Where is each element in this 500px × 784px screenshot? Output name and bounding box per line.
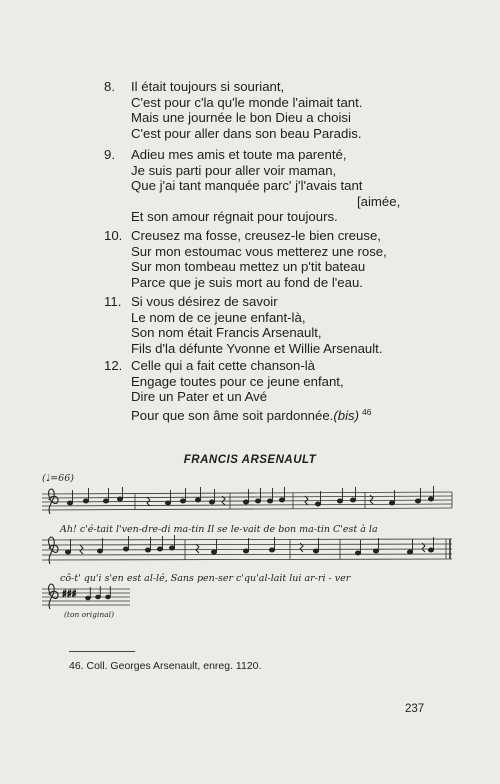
original-key-note: (ton original) [64,610,114,619]
stanza-number: 12. [104,358,123,373]
song-title: FRANCIS ARSENAULT [183,454,317,466]
verse-line: Et son amour régnait pour toujours. [131,209,338,225]
verse-line: Son nom était Francis Arsenault, [131,325,322,341]
verse-line: C'est pour c'la qu'le monde l'aimait tant. [131,94,363,110]
stanza-number: 10. [104,228,123,243]
footnote: 46. Coll. Georges Arsenault, enreg. 1120. [69,660,262,672]
stanza-number: 8. [104,79,115,94]
verse-line: Engage toutes pour ce jeune enfant, [131,373,344,389]
verse-line: Adieu mes amis et toute ma parenté, [131,147,347,162]
lyrics-line-2: cô-t' qu'i s'en est al-lé, Sans pen-ser c'qu'al-lait lui ar-ri - ver [60,573,351,584]
verse-line: Le nom de ce jeune enfant-là, [131,309,306,325]
verse-line: Mais une journée le bon Dieu a choisi [131,110,351,126]
svg-text:♯♯♯: ♯♯♯ [62,589,77,600]
repeat-marker: (bis) [333,407,360,423]
verse-line: Il était toujours si souriant, [131,79,285,94]
verse-line: Parce que je suis mort au fond de l'eau. [131,274,363,290]
tempo-marking: (♩=66) [42,473,74,484]
lyrics-line-1: Ah! c'é-tait l'ven-dre-di ma-tin Il se le-vait de bon ma-tin C'est à la [60,524,378,535]
verse-line: Si vous désirez de savoir [131,294,278,309]
page-number: 237 [405,703,425,715]
verse-line: Sur mon tombeau mettez un p'tit bateau [131,259,366,275]
verse-line-continuation: [aimée, [357,193,401,209]
footnote-divider [69,651,135,652]
footnote-reference: 46 [362,406,372,417]
verse-line: Sur mon estoumac vous metterez une rose, [131,243,387,259]
verse-line: Que j'ai tant manquée parc' j'l'avais tant [131,178,363,194]
stanza-number: 9. [104,147,115,162]
verse-line: C'est pour aller dans son beau Paradis. [131,125,362,141]
verse-line: Dire un Pater et un Avé [131,389,268,405]
verse-line: Je suis parti pour aller voir maman, [131,162,337,178]
stanza-number: 11. [104,294,122,309]
verse-line: Pour que son âme soit pardonnée. [131,407,334,423]
verse-line: Creusez ma fosse, creusez-le bien creuse, [131,228,381,243]
verse-line: Fils d'la défunte Yvonne et Willie Arsenault. [131,340,383,356]
verse-line: Celle qui a fait cette chanson-là [131,358,316,373]
